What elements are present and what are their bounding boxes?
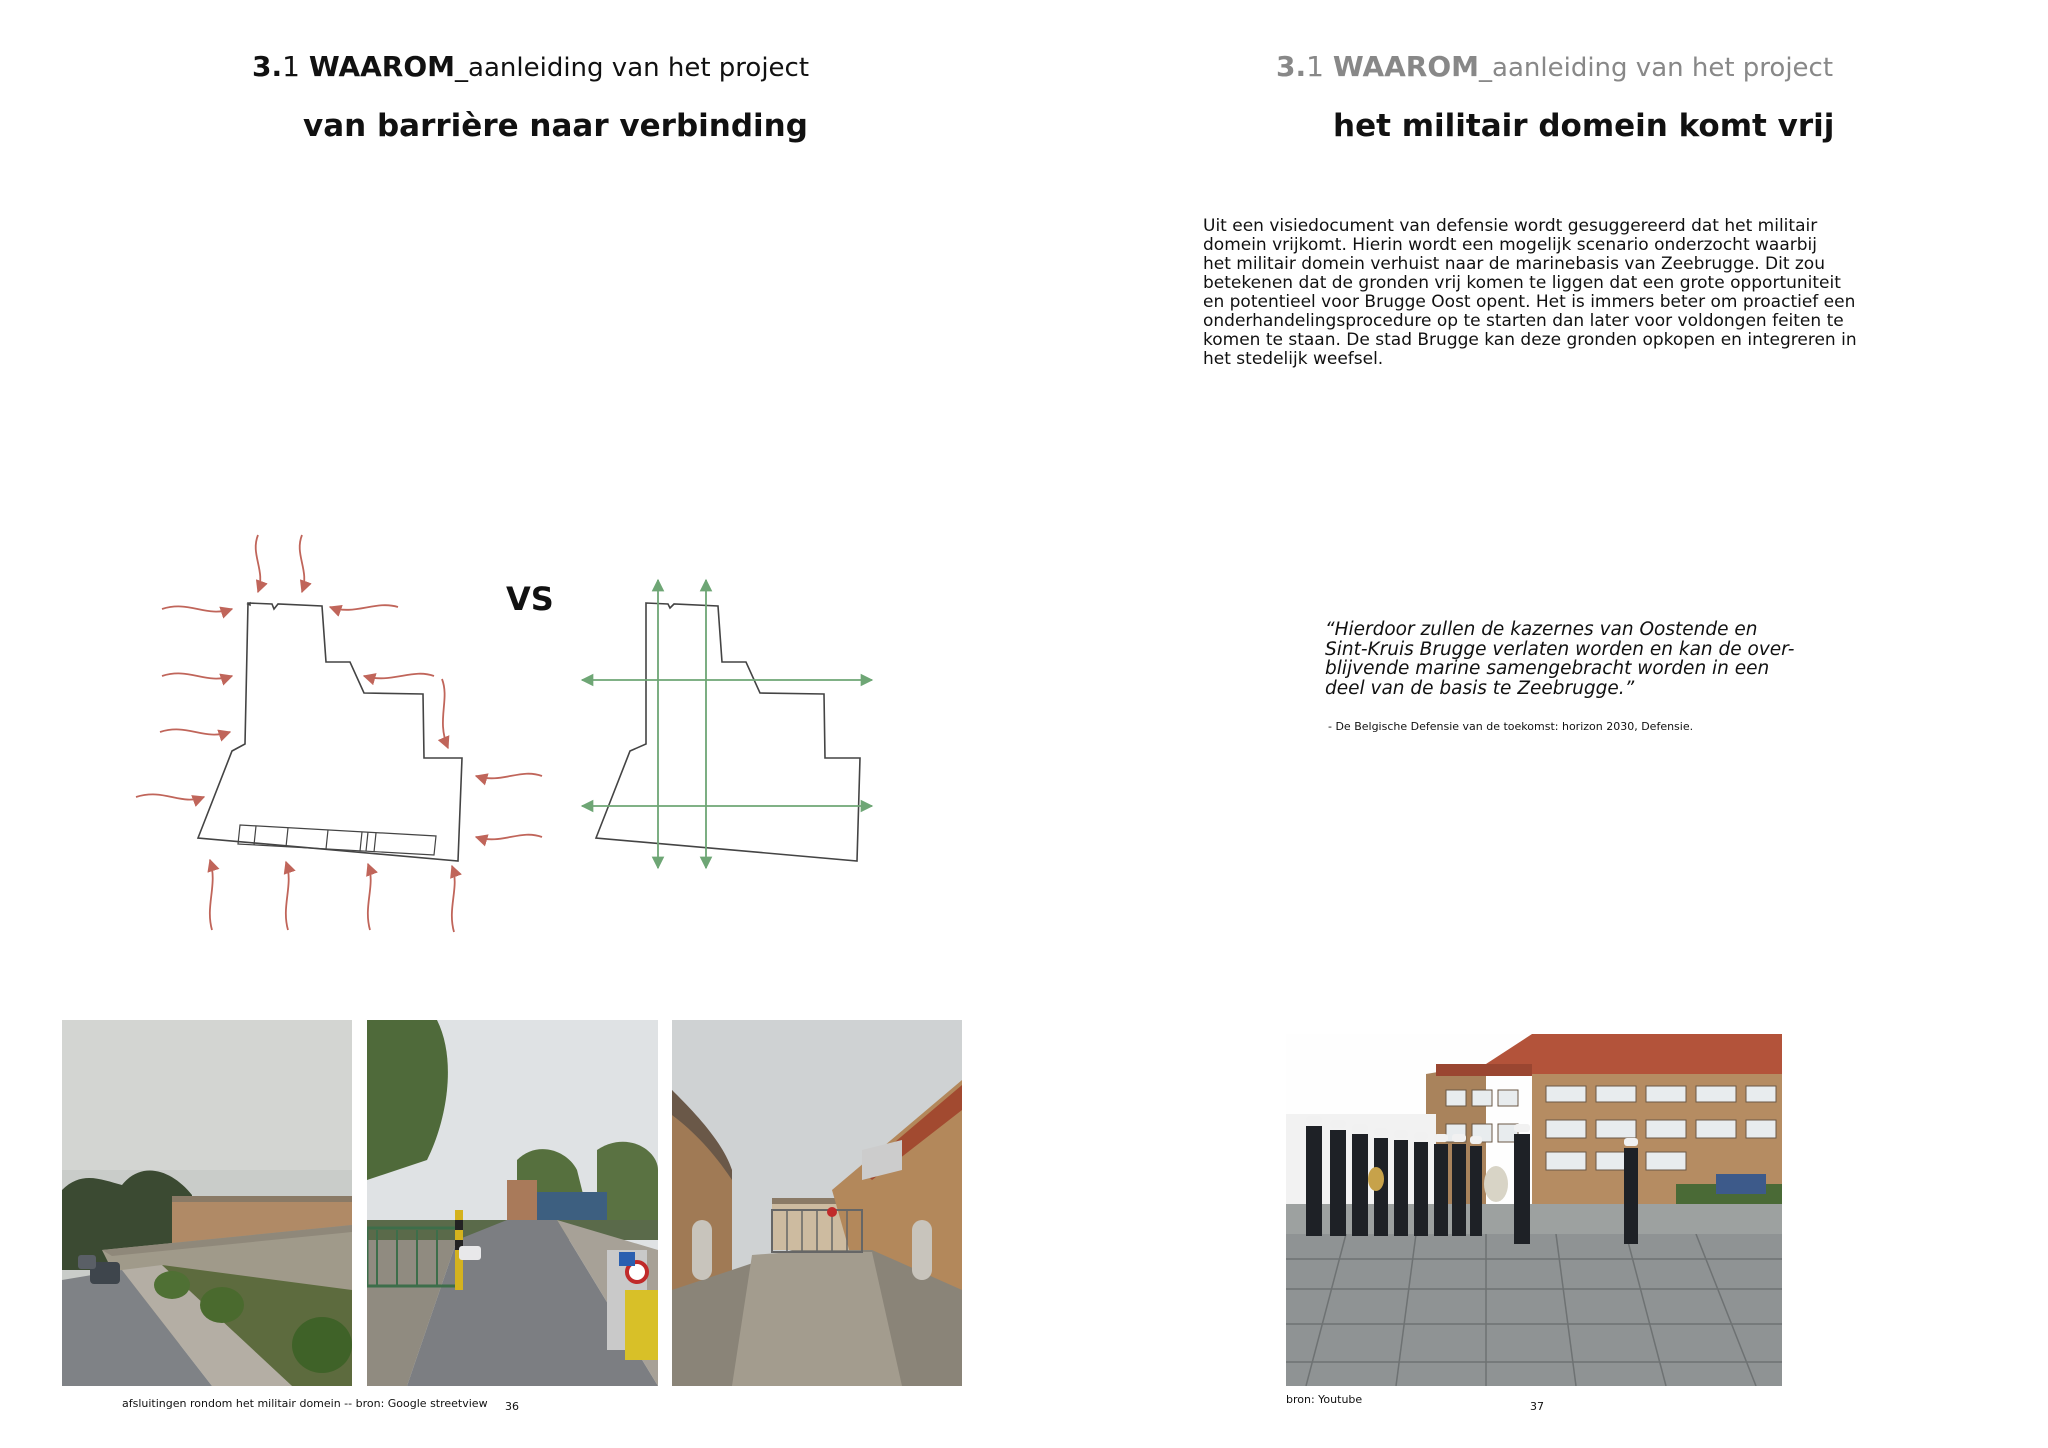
body-line: betekenen dat de gronden vrij komen te liggen dat een grote opportuniteit (1203, 273, 1841, 293)
barrier-arrows (136, 535, 542, 932)
right-heading-number: 3. (1276, 50, 1307, 83)
left-heading-subnumber: 1 (282, 50, 309, 83)
barrier-vs-connection-diagram (0, 0, 1000, 1000)
youtube-photo-parade (1286, 1034, 1782, 1386)
body-line: het stedelijk weefsel. (1203, 349, 1384, 369)
body-line: onderhandelingsprocedure op te starten dan later voor voldongen feiten te (1203, 311, 1844, 331)
quote-line: “Hierdoor zullen de kazernes van Oostende en (1325, 619, 1758, 640)
streetview-caption: afsluitingen rondom het militair domein -- bron: Google streetview (122, 1397, 488, 1410)
quote-block (1325, 620, 1885, 698)
quote-source: - De Belgische Defensie van de toekomst: horizon 2030, Defensie. (1328, 720, 1694, 733)
barrier-site-outline (198, 603, 462, 861)
body-line: Uit een visiedocument van defensie wordt gesuggereerd dat het militair (1203, 216, 1818, 236)
right-heading-rest: _aanleiding van het project (1479, 53, 1834, 83)
left-heading-number: 3. (252, 50, 283, 83)
left-subtitle: van barrière naar verbinding (303, 108, 808, 144)
quote-line: blijvende marine samengebracht worden in een (1325, 658, 1770, 679)
body-line: komen te staan. De stad Brugge kan deze gronden opkopen en integreren in (1203, 330, 1857, 350)
body-line: domein vrijkomt. Hierin wordt een mogelijk scenario onderzocht waarbij (1203, 235, 1817, 255)
right-heading-keyword: WAAROM (1332, 50, 1480, 83)
right-subtitle: het militair domein komt vrij (1333, 108, 1835, 144)
left-heading-rest: _aanleiding van het project (455, 53, 810, 83)
right-heading-subnumber: 1 (1306, 50, 1333, 83)
body-line: en potentieel voor Brugge Oost opent. Het is immers beter om proactief een (1203, 292, 1856, 312)
quote-line: deel van de basis te Zeebrugge.” (1325, 677, 1635, 699)
connection-site-outline (596, 603, 860, 861)
body-line: het militair domein verhuist naar de marinebasis van Zeebrugge. Dit zou (1203, 254, 1825, 274)
right-page-number: 37 (1530, 1400, 1544, 1413)
right-heading (1276, 50, 1833, 83)
youtube-caption: bron: Youtube (1286, 1393, 1363, 1406)
left-page-number: 36 (505, 1400, 519, 1413)
left-heading-keyword: WAAROM (308, 50, 456, 83)
vs-label: VS (506, 580, 554, 618)
body-paragraph (1203, 217, 1903, 369)
quote-line: Sint-Kruis Brugge verlaten worden en kan de over- (1325, 638, 1795, 660)
streetview-photo-gatehouse (672, 1020, 962, 1386)
streetview-photo-wall (62, 1020, 352, 1386)
connection-arrows (582, 580, 872, 868)
streetview-photo-gate (367, 1020, 658, 1386)
